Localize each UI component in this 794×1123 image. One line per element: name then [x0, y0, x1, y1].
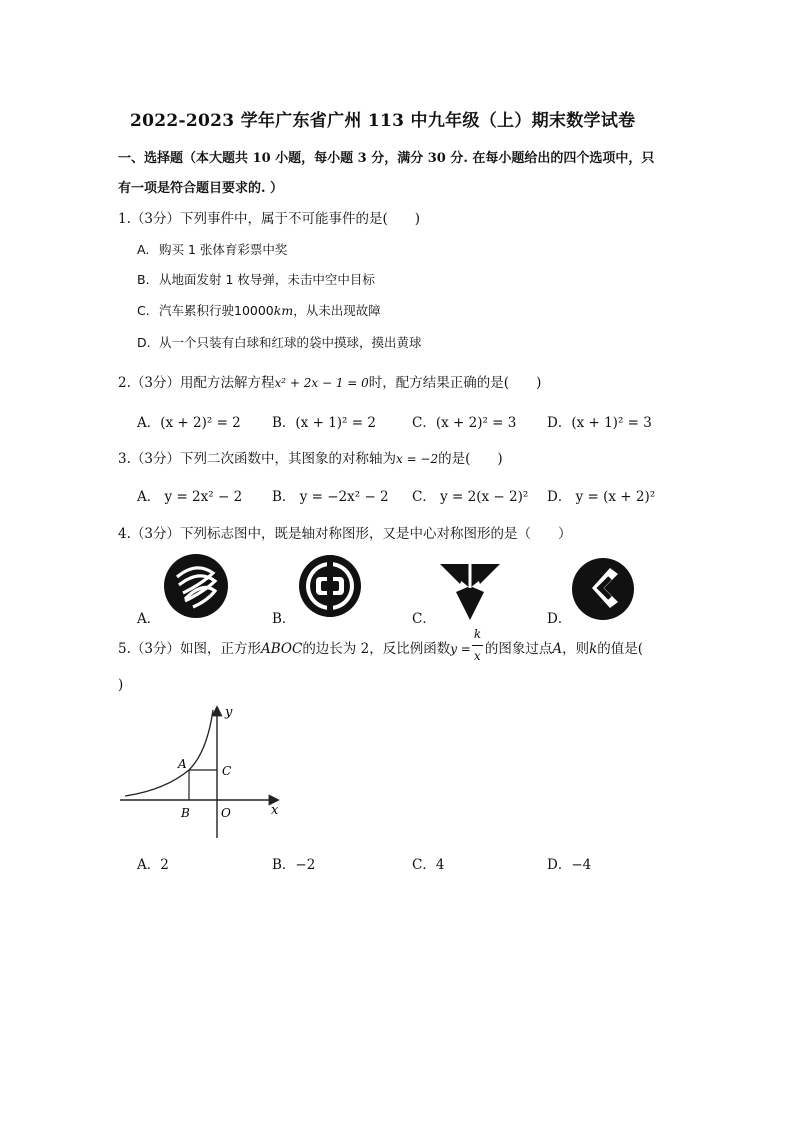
triangle-logo — [438, 562, 502, 622]
stem-post: 时，配方结果正确的是( ) — [368, 375, 542, 391]
question-2-option-a[interactable]: A．(x + 2)² = 2 — [137, 415, 241, 431]
stem-pre: 3.（3分）下列二次函数中，其图象的对称轴为 — [118, 451, 396, 467]
stem-post: 的是( ) — [438, 451, 503, 467]
label-b: B — [181, 806, 190, 820]
option-label: C. — [137, 303, 150, 318]
label-a: A — [178, 757, 187, 771]
point-a: A — [552, 641, 563, 657]
option-label: B. — [137, 272, 150, 287]
question-3-option-a[interactable]: A． y = 2x² − 2 — [137, 489, 243, 505]
question-1-option-a[interactable] — [137, 240, 287, 258]
option-label: D. — [137, 335, 151, 350]
y-axis-label: y — [225, 705, 233, 720]
question-2-stem — [118, 371, 541, 391]
equation: x² + 2x − 1 = 0 — [274, 376, 369, 390]
question-4-option-b[interactable]: B． — [272, 611, 296, 627]
bank-of-china-logo — [297, 553, 363, 619]
unit-km: km — [273, 303, 294, 318]
question-3-option-b[interactable]: B． y = −2x² − 2 — [272, 489, 389, 505]
question-5-option-a[interactable]: A．2 — [137, 857, 169, 873]
stem-pre: 2.（3分）用配方法解方程 — [118, 375, 275, 391]
numerator-k: k — [473, 627, 482, 641]
question-5-option-d[interactable]: D．−4 — [547, 857, 592, 873]
question-1-option-d[interactable] — [137, 333, 422, 351]
option-text: 从地面发射 1 枚导弹，未击中空中目标 — [159, 272, 375, 287]
option-text: 购买 1 张体育彩票中奖 — [159, 242, 288, 257]
question-3-option-d[interactable]: D． y = (x + 2)² — [547, 489, 656, 505]
question-5-option-b[interactable]: B．−2 — [272, 857, 316, 873]
option-text-post: ，从未出现故障 — [293, 303, 381, 318]
stem-mid: 的边长为 2，反比例函数 — [302, 641, 451, 657]
question-1-option-c[interactable] — [137, 301, 381, 319]
question-1-option-b[interactable] — [137, 270, 375, 288]
question-4-option-c[interactable]: C． — [412, 611, 436, 627]
fraction-k-over-x — [472, 627, 484, 663]
question-2-option-d[interactable]: D．(x + 1)² = 3 — [547, 415, 652, 431]
label-c: C — [222, 764, 232, 778]
question-3-option-c[interactable]: C． y = 2(x − 2)² — [412, 489, 529, 505]
function-y: y = — [450, 642, 471, 656]
fraction-bar — [472, 645, 483, 646]
label-o: O — [221, 806, 231, 820]
question-2-option-b[interactable]: B．(x + 1)² = 2 — [272, 415, 376, 431]
x-axis-label: x — [271, 803, 279, 818]
stem-end: ，则 — [562, 641, 590, 657]
construction-bank-logo — [570, 556, 636, 622]
question-5-option-c[interactable]: C．4 — [412, 857, 445, 873]
section-header-line1: 一、选择题（本大题共 10 小题，每小题 3 分，满分 30 分. 在每小题给出的四个选项中，只 — [118, 151, 655, 166]
question-5-stem-close: ) — [118, 677, 124, 693]
question-3-stem — [118, 447, 503, 467]
china-mobile-logo — [163, 553, 229, 619]
question-2-option-c[interactable]: C．(x + 2)² = 3 — [412, 415, 517, 431]
option-text: 汽车累积行驶10000 — [159, 303, 274, 318]
stem-mid2: 的图象过点 — [484, 641, 553, 657]
denominator-x: x — [473, 649, 481, 663]
section-header-line2: 有一项是符合题目要求的. ） — [118, 181, 284, 196]
stem-pre: 5.（3分）如图，正方形 — [118, 641, 261, 657]
hyperbola-figure — [115, 702, 295, 842]
question-5-stem — [118, 627, 644, 663]
variable-k: k — [589, 641, 598, 657]
square-name: ABOC — [260, 641, 303, 657]
stem-tail: 的值是( — [597, 641, 644, 657]
question-4-option-a[interactable]: A． — [137, 611, 161, 627]
hyperbola-curve — [125, 710, 213, 796]
question-4-stem: 4.（3分）下列标志图中，既是轴对称图形，又是中心对称图形的是（ ） — [118, 526, 572, 542]
question-4-option-d[interactable]: D． — [547, 611, 572, 627]
equation: x = −2 — [395, 452, 439, 466]
question-1-stem: 1.（3分）下列事件中，属于不可能事件的是( ) — [118, 211, 421, 227]
option-label: A. — [137, 242, 150, 257]
option-text: 从一个只装有白球和红球的袋中摸球，摸出黄球 — [159, 335, 422, 350]
page-title: 2022-2023 学年广东省广州 113 中九年级（上）期末数学试卷 — [130, 111, 636, 131]
